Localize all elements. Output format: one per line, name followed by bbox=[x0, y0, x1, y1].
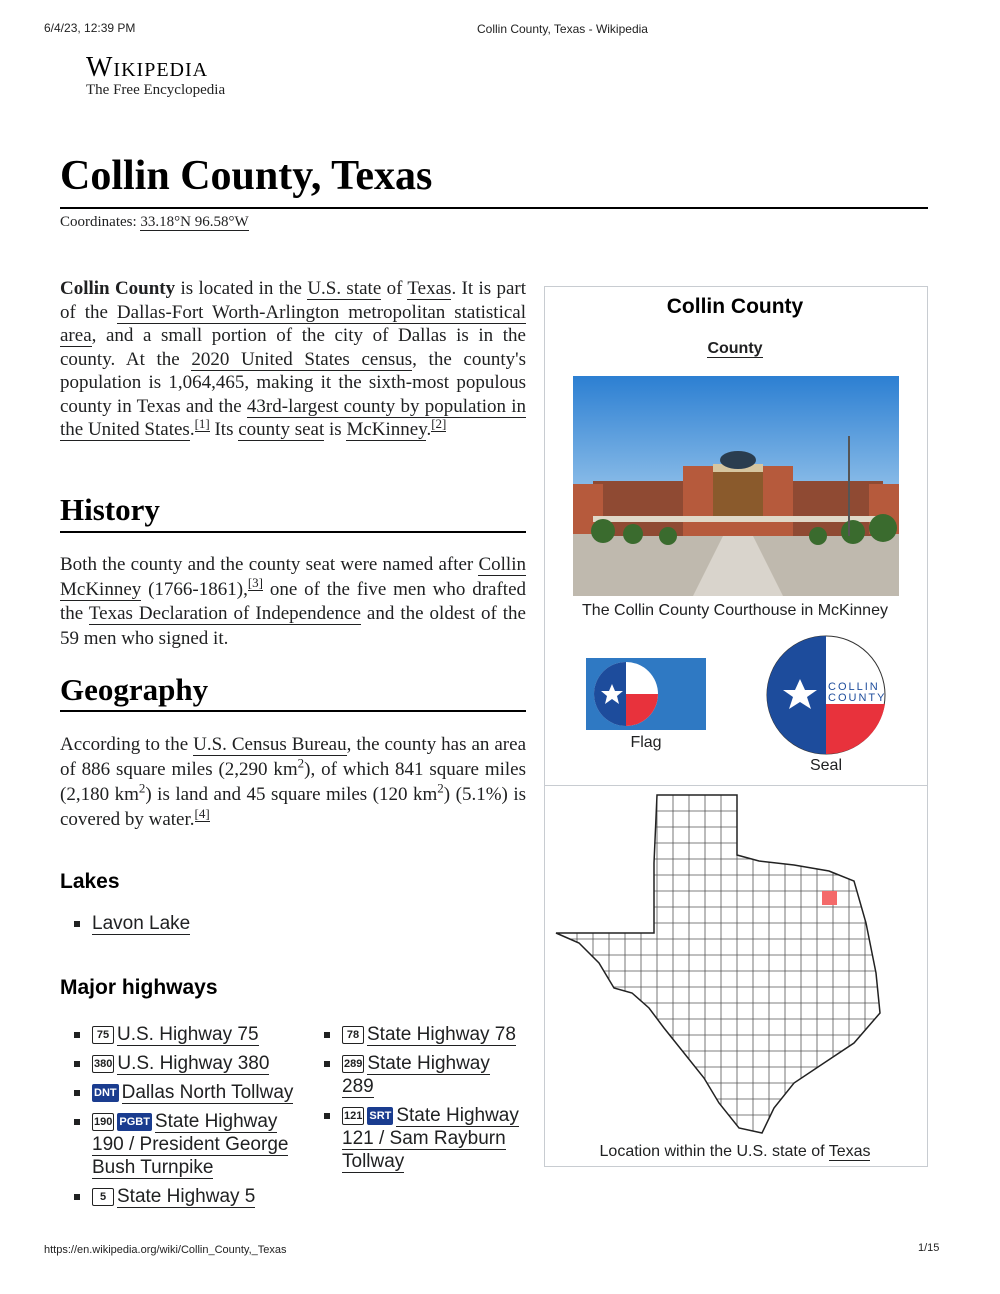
list-item bbox=[60, 1023, 310, 1046]
geography-rule bbox=[60, 710, 526, 712]
lakes-list bbox=[60, 912, 360, 941]
history-rule bbox=[60, 531, 526, 533]
seal-text-line1: COLLIN bbox=[828, 681, 880, 693]
page-title: Collin County, Texas bbox=[60, 153, 433, 199]
texas-locator-map-icon bbox=[554, 793, 920, 1138]
superscript: 2 bbox=[138, 780, 146, 796]
reference-2[interactable]: [2] bbox=[431, 415, 447, 431]
link-census-bureau[interactable]: U.S. Census Bureau bbox=[193, 734, 347, 755]
state-highway-shield-icon: 289 bbox=[342, 1055, 364, 1073]
intro-lead: Collin County bbox=[60, 278, 176, 299]
intro-text: . bbox=[426, 419, 432, 440]
toll-road-shield-icon: DNT bbox=[92, 1084, 119, 1102]
link-sh-121[interactable]: State Highway 121 / Sam Rayburn Tollway bbox=[342, 1105, 519, 1172]
wikipedia-wordmark: Wikipedia bbox=[86, 52, 209, 83]
state-highway-shield-icon: 78 bbox=[342, 1026, 364, 1044]
geography-text: ) (5.1%) is covered by water. bbox=[60, 784, 527, 830]
coordinates-label: Coordinates: bbox=[60, 214, 137, 230]
link-us-state[interactable]: U.S. state bbox=[307, 278, 382, 299]
geography-text: , the county has an area of 886 square miles (2,290 km bbox=[60, 734, 526, 780]
link-lavon-lake[interactable]: Lavon Lake bbox=[92, 913, 191, 934]
county-flag-icon bbox=[586, 658, 706, 730]
history-text: and the oldest of the 59 men who signed it. bbox=[60, 603, 526, 649]
list-item bbox=[60, 1081, 310, 1104]
link-2020-census[interactable]: 2020 United States census bbox=[191, 348, 413, 370]
link-sh-190[interactable]: State Highway 190 / President George Bush Turnpike bbox=[92, 1111, 289, 1178]
highways-list-col2 bbox=[310, 1023, 520, 1179]
link-county-ranking[interactable]: 43rd-largest county by population in the United States bbox=[60, 395, 526, 440]
state-highway-shield-icon: 121 bbox=[342, 1107, 364, 1125]
print-page-number: 1/15 bbox=[918, 1242, 940, 1254]
intro-text: . It is part of the bbox=[60, 278, 526, 323]
link-texas-declaration[interactable]: Texas Declaration of Independence bbox=[88, 603, 361, 624]
coordinates-link[interactable]: 33.18°N 96.58°W bbox=[140, 214, 249, 230]
toll-road-shield-icon: PGBT bbox=[117, 1113, 152, 1131]
highways-list-col1 bbox=[60, 1023, 310, 1214]
intro-text: is located in the bbox=[175, 278, 308, 299]
link-sh-78[interactable]: State Highway 78 bbox=[367, 1024, 516, 1045]
list-item bbox=[60, 1110, 310, 1179]
intro-text: is bbox=[324, 419, 347, 440]
geography-paragraph bbox=[60, 732, 526, 832]
intro-paragraph bbox=[60, 277, 526, 442]
link-sh-5[interactable]: State Highway 5 bbox=[117, 1186, 256, 1207]
link-county-seat[interactable]: county seat bbox=[238, 419, 325, 440]
reference-3[interactable]: [3] bbox=[247, 575, 263, 591]
link-texas-map[interactable]: Texas bbox=[828, 1143, 871, 1160]
history-heading: History bbox=[60, 492, 160, 527]
title-rule bbox=[60, 207, 928, 209]
coordinates bbox=[60, 214, 249, 231]
seal-text-line2: COUNTY bbox=[828, 692, 887, 704]
link-dallas-north-tollway[interactable]: Dallas North Tollway bbox=[121, 1082, 294, 1103]
flag-image[interactable] bbox=[586, 658, 706, 730]
texas-map[interactable] bbox=[554, 793, 920, 1138]
lakes-heading: Lakes bbox=[60, 870, 120, 893]
wikipedia-logo[interactable] bbox=[86, 52, 225, 99]
history-text: Both the county and the county seat were named after bbox=[60, 554, 479, 575]
link-county[interactable]: County bbox=[707, 340, 763, 357]
courthouse-photo-icon bbox=[573, 376, 899, 596]
map-caption-text: Location within the U.S. state of bbox=[599, 1143, 829, 1160]
history-text: one of the five men who drafted the bbox=[60, 578, 526, 624]
highways-heading: Major highways bbox=[60, 976, 218, 999]
intro-text: Its bbox=[209, 419, 239, 440]
link-texas[interactable]: Texas bbox=[407, 278, 452, 299]
intro-text: of bbox=[381, 278, 408, 299]
infobox-type bbox=[544, 340, 926, 358]
us-highway-shield-icon: 380 bbox=[92, 1055, 114, 1073]
wikipedia-tagline: The Free Encyclopedia bbox=[86, 82, 226, 98]
geography-text: ) is land and 45 square miles (120 km bbox=[145, 784, 438, 805]
reference-1[interactable]: [1] bbox=[194, 415, 210, 431]
infobox-divider bbox=[544, 785, 928, 786]
print-tab-title: Collin County, Texas - Wikipedia bbox=[477, 22, 648, 36]
history-paragraph bbox=[60, 553, 526, 651]
link-us-75[interactable]: U.S. Highway 75 bbox=[117, 1024, 259, 1045]
list-item bbox=[310, 1023, 520, 1046]
state-highway-shield-icon: 190 bbox=[92, 1113, 114, 1131]
link-mckinney[interactable]: McKinney bbox=[346, 419, 427, 440]
toll-road-shield-icon: SRT bbox=[367, 1107, 393, 1125]
map-caption bbox=[544, 1143, 926, 1161]
state-highway-shield-icon: 5 bbox=[92, 1188, 114, 1206]
intro-text: , and a small portion of the city of Dallas is in the county. At the bbox=[60, 325, 526, 370]
superscript: 2 bbox=[437, 780, 444, 796]
collin-county-highlight bbox=[822, 891, 837, 905]
link-dfw-msa[interactable]: Dallas-Fort Worth-Arlington metropolitan statistical area bbox=[60, 301, 526, 346]
geography-text: According to the bbox=[60, 734, 194, 755]
intro-text: . bbox=[189, 419, 195, 440]
image-caption: The Collin County Courthouse in McKinney bbox=[582, 602, 888, 619]
link-us-380[interactable]: U.S. Highway 380 bbox=[117, 1053, 270, 1074]
history-text: (1766-1861), bbox=[141, 578, 248, 600]
list-item bbox=[310, 1052, 520, 1098]
reference-4[interactable]: [4] bbox=[194, 805, 210, 821]
list-item bbox=[60, 1052, 310, 1075]
list-item bbox=[310, 1104, 520, 1173]
list-item bbox=[60, 912, 360, 935]
link-sh-289[interactable]: State Highway 289 bbox=[342, 1053, 490, 1097]
intro-text: , the county's population is 1,064,465, making it the sixth-most populous county in Texas and the bbox=[60, 348, 526, 417]
link-collin-mckinney[interactable]: Collin McKinney bbox=[60, 554, 526, 600]
geography-heading: Geography bbox=[60, 672, 209, 707]
print-datetime: 6/4/23, 12:39 PM bbox=[44, 21, 136, 35]
print-url: https://en.wikipedia.org/wiki/Collin_County,_Texas bbox=[44, 1244, 287, 1256]
us-highway-shield-icon: 75 bbox=[92, 1026, 114, 1044]
infobox-title: Collin County bbox=[666, 295, 804, 318]
flag-label: Flag bbox=[630, 734, 662, 751]
list-item bbox=[60, 1185, 310, 1208]
geography-text: ), of which 841 square miles (2,180 km bbox=[60, 759, 526, 805]
courthouse-image[interactable] bbox=[573, 376, 899, 596]
superscript: 2 bbox=[297, 755, 305, 771]
seal-label: Seal bbox=[809, 757, 843, 774]
